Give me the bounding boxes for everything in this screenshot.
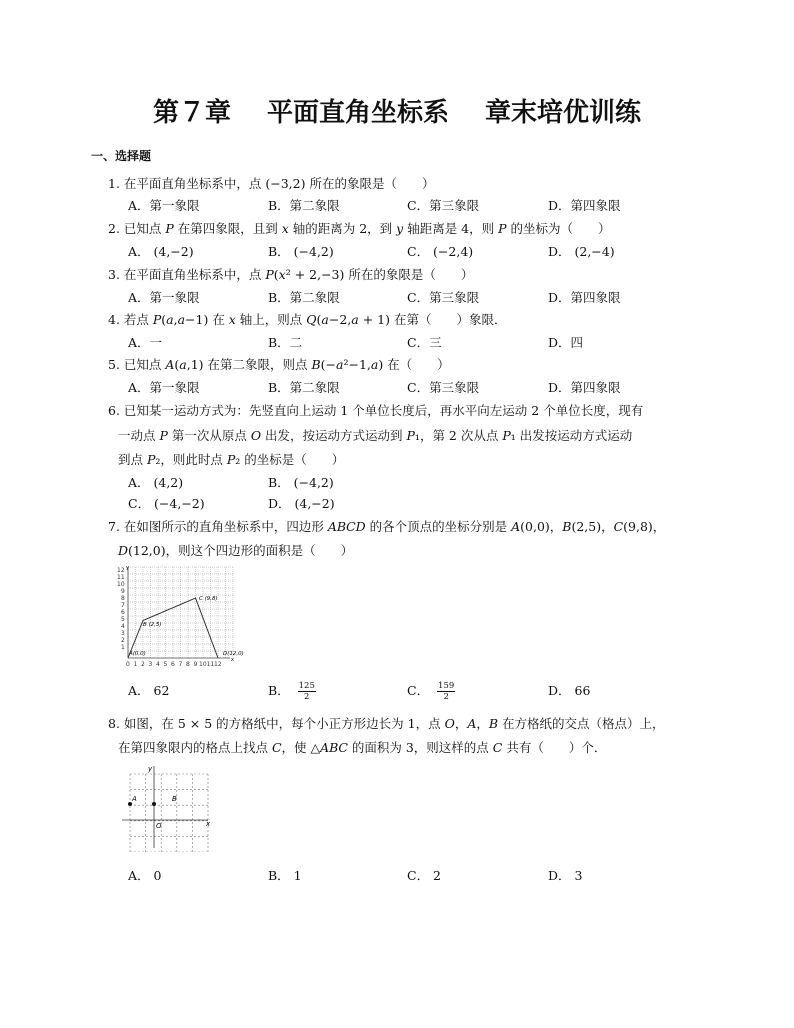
x-tick-3: 3 — [148, 661, 153, 668]
y-tick-9: 9 — [121, 588, 125, 595]
y-tick-4: 4 — [121, 623, 125, 630]
x-tick-12: 12 — [214, 661, 222, 668]
q5-option-c: C．第三象限 — [407, 380, 480, 395]
q8-option-b: B． 1 — [268, 868, 302, 883]
question-6-line-2: 一动点 𝑃 第一次从原点 𝑂 出发，按运动方式运动到 𝑃₁，第 2 次从点 𝑃₁ 出发按运动方式运动 — [118, 428, 633, 443]
question-4-stem: 4. 若点 𝑃(𝑎,𝑎−1) 在 𝑥 轴上，则点 𝑄(𝑎−2,𝑎 + 1) 在第（ ）象限． — [108, 312, 507, 327]
q7-option-c — [407, 681, 455, 702]
q7-b-denominator: 2 — [304, 692, 310, 702]
q3-option-a: A．第一象限 — [128, 290, 200, 305]
question-1-stem: 1. 在平面直角坐标系中，点 (−3,2) 所在的象限是（ ） — [108, 176, 435, 191]
q2-option-d: D． (2,−4) — [548, 244, 615, 259]
q3-option-b: B．第二象限 — [268, 290, 340, 305]
q8-option-c: C． 2 — [407, 868, 441, 883]
q3-option-d: D．第四象限 — [548, 290, 621, 305]
x-tick-10: 10 — [199, 661, 207, 668]
figure7-grid — [128, 567, 233, 658]
figure8-label-o: O — [156, 822, 162, 830]
quadrilateral-figure — [112, 562, 254, 668]
figure7-label-c: C (9,8) — [199, 596, 218, 602]
y-tick-3: 3 — [121, 630, 125, 637]
chapter-name: 平面直角坐标系 — [266, 98, 449, 128]
y-tick-5: 5 — [121, 616, 125, 623]
q8-option-d: D． 3 — [548, 868, 583, 883]
x-tick-5: 5 — [163, 661, 168, 668]
question-7-stem: 7. 在如图所示的直角坐标系中，四边形 𝐴𝐵𝐶𝐷 的各个顶点的坐标分别是 𝐴(0,0)，𝐵(2,5)，𝐶(9,8)， — [108, 519, 666, 534]
figure8-label-b: B — [172, 795, 177, 803]
question-8-stem: 8. 如图，在 5 × 5 的方格纸中，每个小正方形边长为 1，点 𝑂，𝐴，𝐵 在方格纸的交点（格点）上， — [108, 716, 665, 731]
question-2-stem: 2. 已知点 𝑃 在第四象限，且到 𝑥 轴的距离为 2，到 𝑦 轴距离是 4，则 𝑃 的坐标为（ ） — [108, 221, 611, 236]
q7-option-d: D． 66 — [548, 683, 591, 698]
x-tick-2: 2 — [141, 661, 145, 668]
q7-c-numerator: 159 — [438, 681, 455, 691]
q6-option-a: A． (4,2) — [128, 475, 184, 490]
y-tick-8: 8 — [121, 595, 125, 602]
figure7-x-ticks — [126, 661, 222, 668]
question-6-stem: 6. 已知某一运动方式为：先竖直向上运动 1 个单位长度后，再水平向左运动 2 个单位长度，现有 — [108, 403, 644, 418]
figure7-label-d: D(12,0) — [223, 651, 244, 657]
q4-option-b: B．二 — [268, 335, 303, 350]
q3-option-c: C．第三象限 — [407, 290, 480, 305]
q7-option-b-fraction — [298, 681, 316, 702]
question-7-line-2: 𝐷(12,0)，则这个四边形的面积是（ ） — [118, 543, 354, 558]
figure7-y-axis-label: y — [126, 565, 129, 571]
q6-option-b: B． (−4,2) — [268, 475, 334, 490]
page-title — [0, 92, 794, 129]
figure8-label-a: A — [132, 795, 137, 803]
question-8-line-2: 在第四象限内的格点上找点 𝐶，使 △𝐴𝐵𝐶 的面积为 3，则这样的点 𝐶 共有（ ）个． — [118, 740, 607, 755]
figure8-grid — [130, 774, 208, 852]
chapter-number: 第７章 — [152, 98, 231, 128]
q5-option-d: D．第四象限 — [548, 380, 621, 395]
q8-option-a: A． 0 — [128, 868, 162, 883]
chapter-subtitle: 章末培优训练 — [485, 98, 642, 128]
q7-option-c-fraction — [437, 681, 455, 702]
q7-c-denominator: 2 — [443, 692, 449, 702]
y-tick-11: 11 — [117, 574, 125, 581]
figure8-y-label: y — [148, 765, 153, 773]
question-5-stem: 5. 已知点 𝐴(𝑎,1) 在第二象限，则点 𝐵(−𝑎²−1,𝑎) 在（ ） — [108, 357, 450, 372]
y-tick-7: 7 — [121, 602, 125, 609]
y-tick-2: 2 — [121, 637, 125, 644]
x-tick-11: 11 — [206, 661, 215, 668]
q7-option-a: A． 62 — [128, 683, 170, 698]
q1-option-d: D．第四象限 — [548, 198, 621, 213]
q7-option-b — [268, 681, 316, 702]
x-tick-0: 0 — [126, 661, 130, 668]
y-tick-12: 12 — [117, 567, 125, 574]
q7-b-numerator: 125 — [298, 681, 315, 691]
figure7-y-ticks — [117, 567, 125, 651]
q2-option-c: C． (−2,4) — [407, 244, 474, 259]
x-tick-9: 9 — [193, 661, 198, 668]
q6-option-d: D． (4,−2) — [268, 496, 335, 511]
q5-option-b: B．第二象限 — [268, 380, 340, 395]
figure7-x-axis-label: x — [231, 657, 234, 663]
section-heading: 一、选择题 — [91, 149, 152, 163]
y-tick-6: 6 — [121, 609, 125, 616]
question-6-line-3: 到点 𝑃₂，则此时点 𝑃₂ 的坐标是（ ） — [118, 452, 345, 467]
figure7-label-b: B (2,5) — [143, 622, 162, 628]
q7-option-b-letter: B． — [268, 683, 290, 698]
q6-option-c: C． (−4,−2) — [128, 496, 205, 511]
x-tick-7: 7 — [178, 661, 183, 668]
figure7-axes — [128, 567, 230, 658]
point-b — [152, 802, 156, 806]
q7-option-c-letter: C． — [407, 683, 430, 698]
q1-option-b: B．第二象限 — [268, 198, 340, 213]
q2-option-b: B． (−4,2) — [268, 244, 334, 259]
x-tick-4: 4 — [156, 661, 160, 668]
figure8-x-label: x — [206, 820, 211, 828]
q4-option-a: A．一 — [128, 335, 163, 350]
q2-option-a: A． (4,−2) — [128, 244, 194, 259]
x-tick-1: 1 — [133, 661, 138, 668]
y-tick-10: 10 — [117, 581, 125, 588]
x-tick-6: 6 — [171, 661, 175, 668]
q4-option-c: C．三 — [407, 335, 442, 350]
q5-option-a: A．第一象限 — [128, 380, 200, 395]
q1-option-a: A．第一象限 — [128, 198, 200, 213]
q4-option-d: D．四 — [548, 335, 584, 350]
y-tick-1: 1 — [121, 644, 125, 651]
q1-option-c: C．第三象限 — [407, 198, 480, 213]
figure8-axes — [122, 766, 208, 848]
question-3-stem: 3. 在平面直角坐标系中，点 𝑃(𝑥² + 2,−3) 所在的象限是（ ） — [108, 267, 474, 282]
figure7-label-a: A(0,0) — [129, 651, 146, 657]
x-tick-8: 8 — [186, 661, 190, 668]
grid-figure — [118, 762, 214, 852]
